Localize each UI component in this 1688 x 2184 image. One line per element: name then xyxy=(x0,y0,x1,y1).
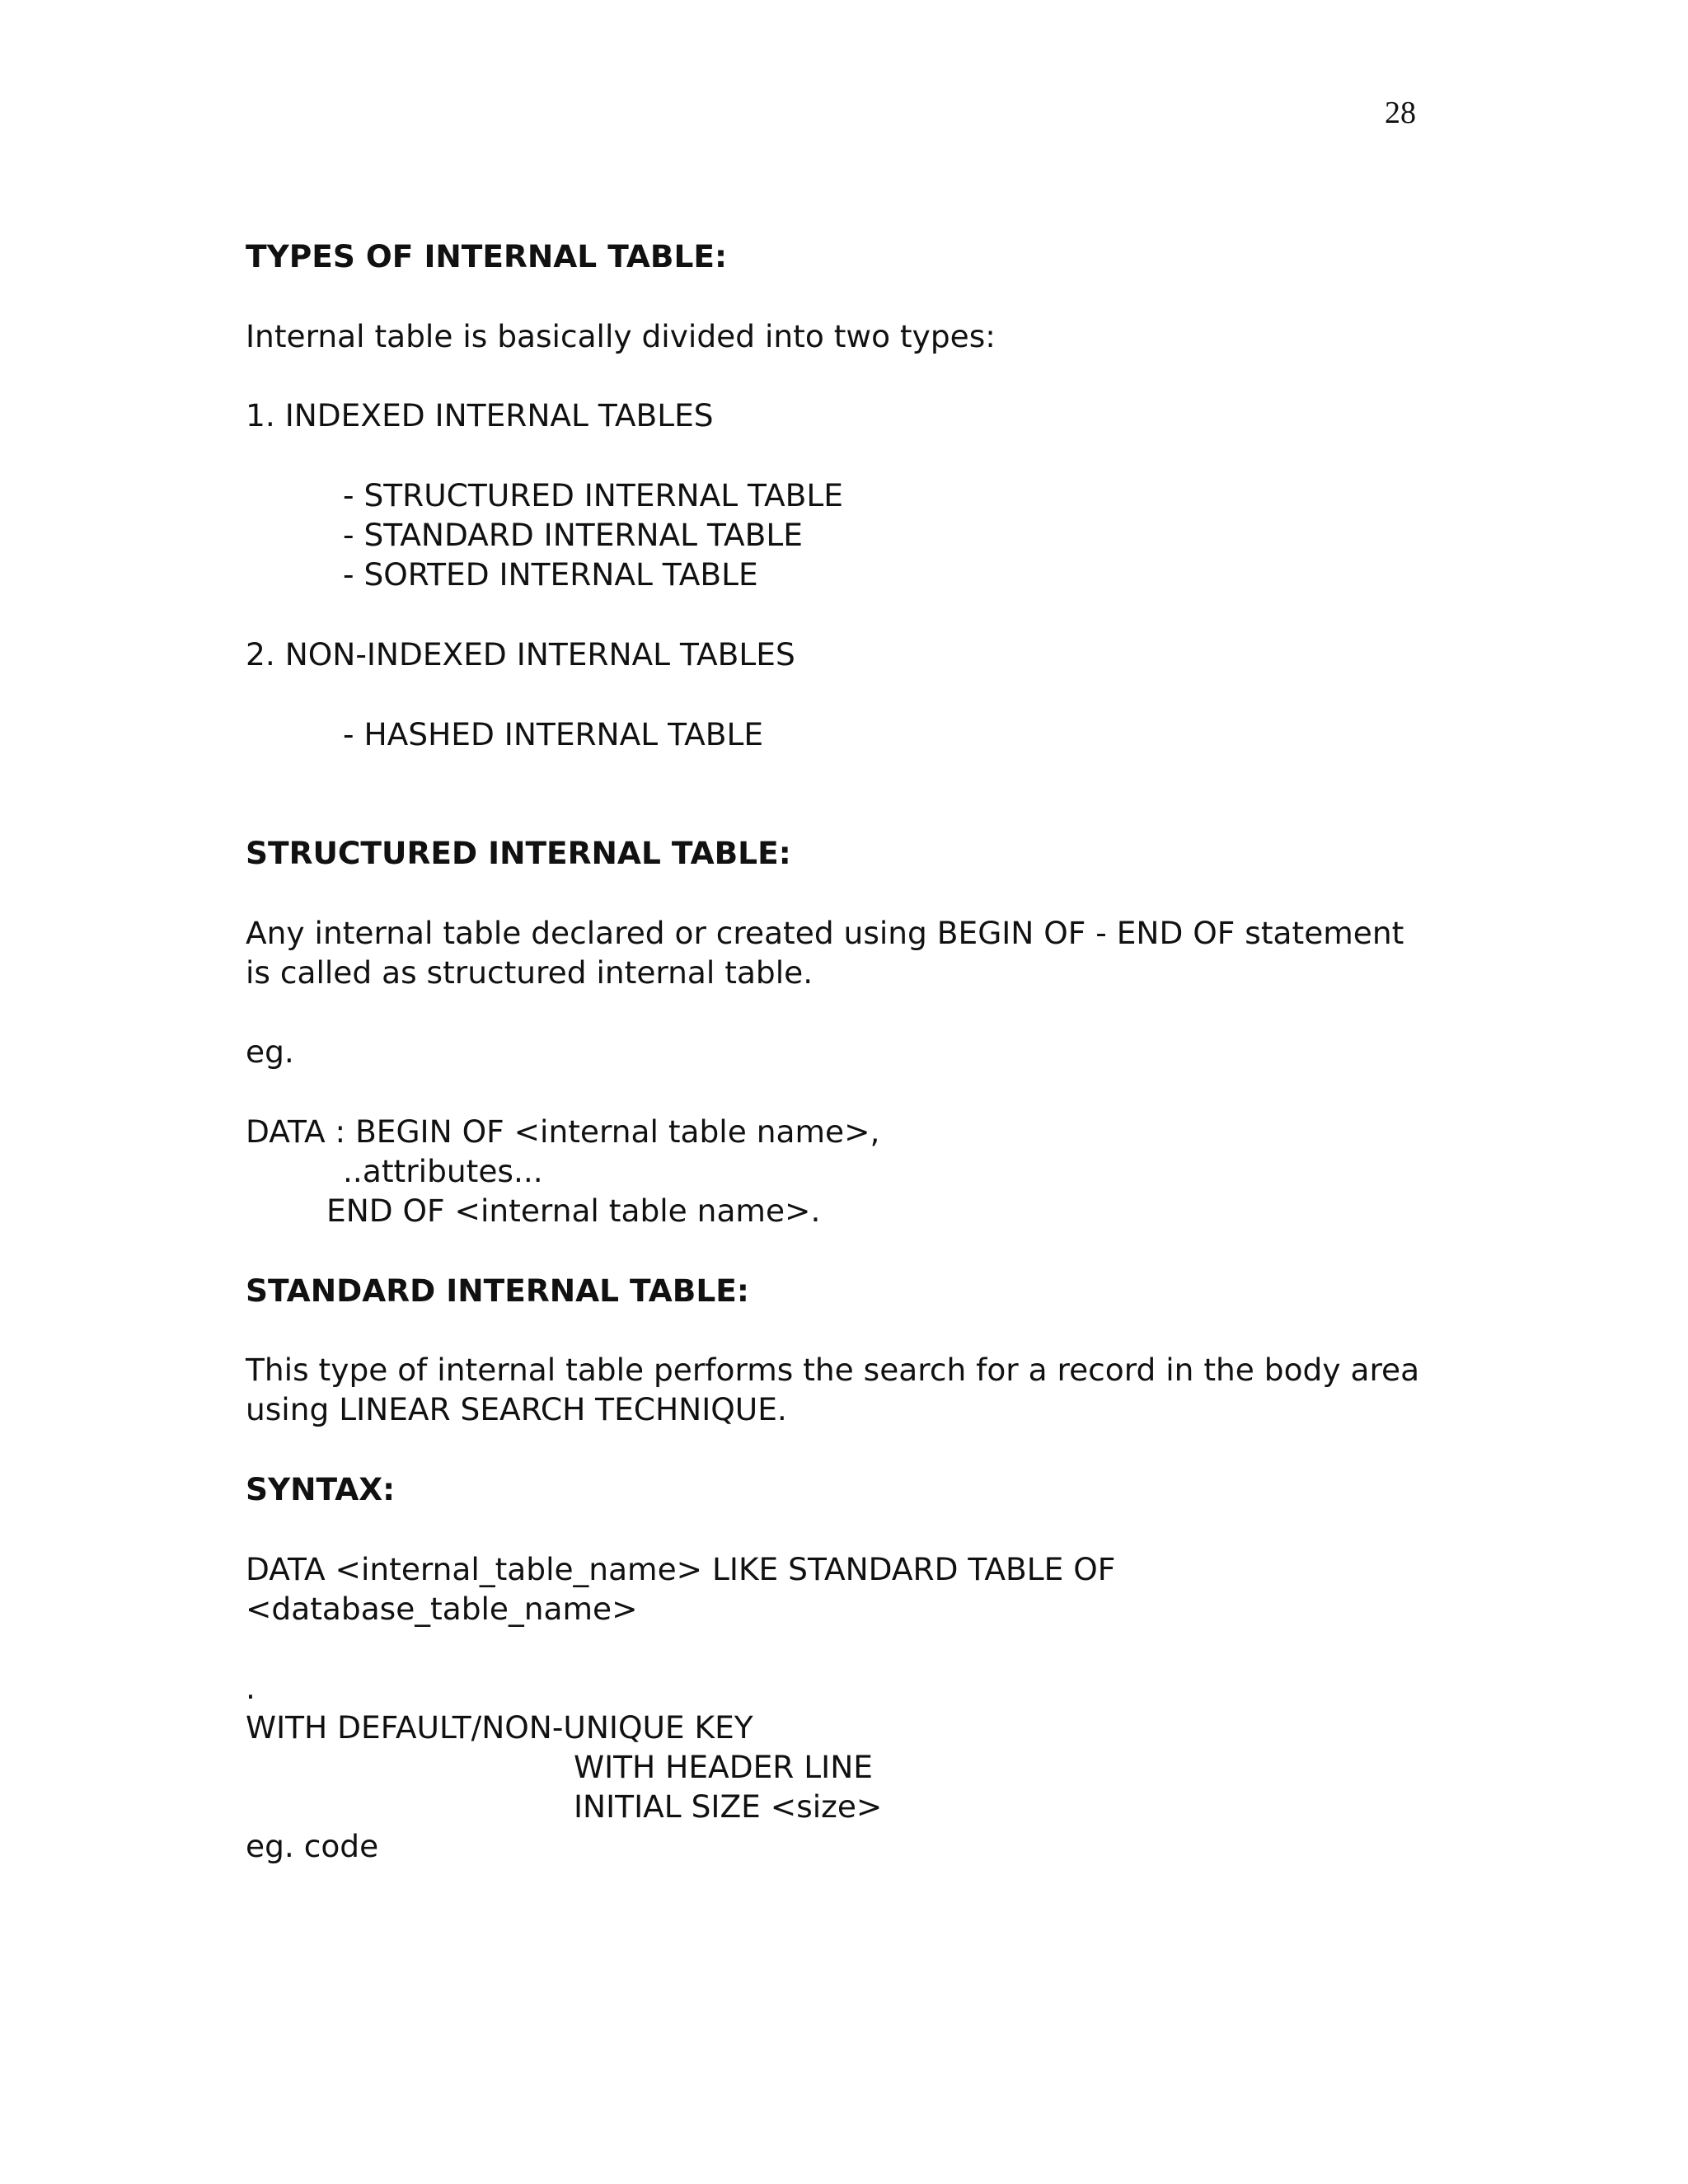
types-intro: Internal table is basically divided into two types: xyxy=(246,318,996,354)
structured-body-line-1: Any internal table declared or created using BEGIN OF - END OF statement xyxy=(246,915,1404,951)
syntax-heading: SYNTAX: xyxy=(246,1471,396,1507)
page-number: 28 xyxy=(1385,96,1416,130)
indexed-item-structured: - STRUCTURED INTERNAL TABLE xyxy=(343,477,843,513)
structured-code-line-2: ..attributes... xyxy=(343,1153,543,1189)
syntax-line-1: DATA <internal_table_name> LIKE STANDARD TABLE OF xyxy=(246,1551,1116,1587)
structured-eg-label: eg. xyxy=(246,1033,294,1070)
syntax-line-4: WITH HEADER LINE xyxy=(574,1749,873,1785)
syntax-line-3: WITH DEFAULT/NON-UNIQUE KEY xyxy=(246,1709,753,1746)
standard-body-line-1: This type of internal table performs the search for a record in the body area xyxy=(246,1352,1420,1388)
structured-code-line-1: DATA : BEGIN OF <internal table name>, xyxy=(246,1113,880,1150)
standard-heading: STANDARD INTERNAL TABLE: xyxy=(246,1272,749,1309)
syntax-line-2: <database_table_name> xyxy=(246,1591,638,1627)
structured-code-line-3: END OF <internal table name>. xyxy=(326,1193,821,1229)
syntax-line-5: INITIAL SIZE <size> xyxy=(574,1788,883,1825)
indexed-item-sorted: - SORTED INTERNAL TABLE xyxy=(343,556,758,593)
eg-code-label: eg. code xyxy=(246,1828,379,1864)
types-heading: TYPES OF INTERNAL TABLE: xyxy=(246,238,727,274)
syntax-dot: . xyxy=(246,1670,256,1706)
non-indexed-item-hashed: - HASHED INTERNAL TABLE xyxy=(343,716,764,752)
indexed-item-standard: - STANDARD INTERNAL TABLE xyxy=(343,517,803,553)
non-indexed-group-title: 2. NON-INDEXED INTERNAL TABLES xyxy=(246,636,795,673)
structured-heading: STRUCTURED INTERNAL TABLE: xyxy=(246,835,791,871)
standard-body-line-2: using LINEAR SEARCH TECHNIQUE. xyxy=(246,1391,787,1427)
structured-body-line-2: is called as structured internal table. xyxy=(246,954,814,991)
indexed-group-title: 1. INDEXED INTERNAL TABLES xyxy=(246,397,714,434)
